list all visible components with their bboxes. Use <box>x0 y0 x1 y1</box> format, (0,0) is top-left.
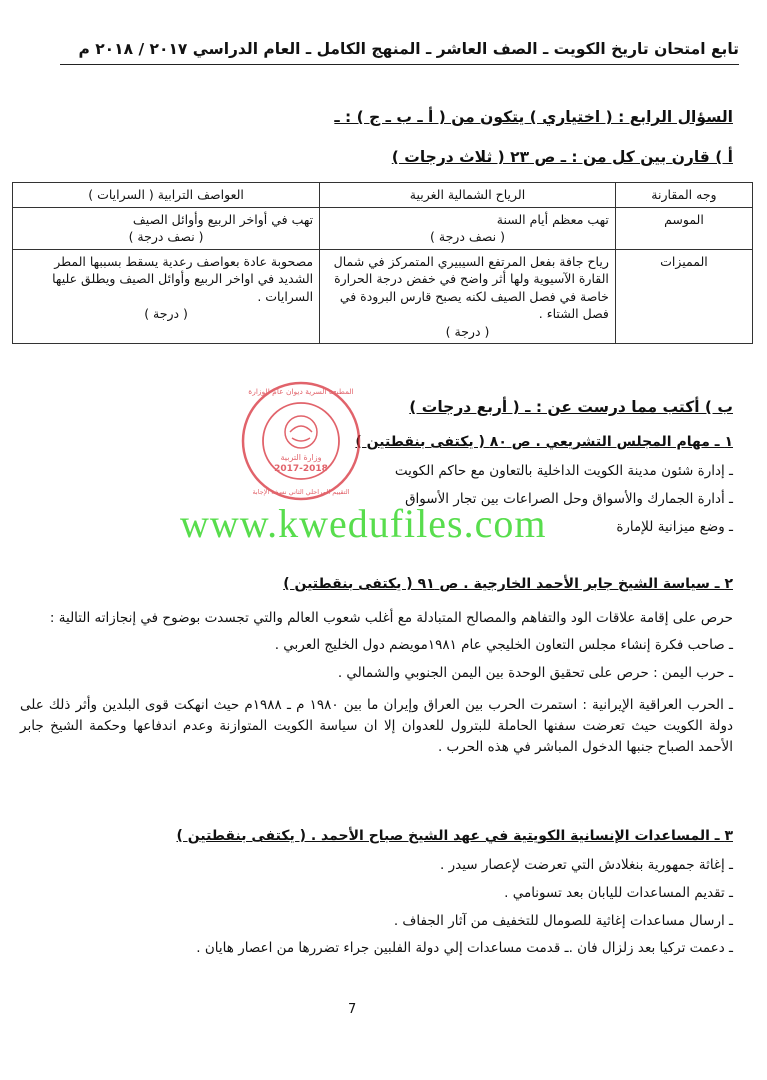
season-wind-text: تهب معظم أيام السنة <box>496 211 609 227</box>
season-storm-text: تهب في أواخر الربيع وأوائل الصيف <box>132 211 314 227</box>
stamp-year: 2017-2018 <box>274 464 328 474</box>
list-item: ـ أدارة الجمارك والأسواق وحل الصراعات بين تجار الأسواق <box>405 490 733 507</box>
features-storm-grade: ( درجة ) <box>144 306 188 321</box>
stamp-bottom-text: التقييم المراحلي الثاني نسخة الإجابة <box>252 488 350 496</box>
features-wind-text: رياح جافة بفعل المرتفع السيبيري المتمركز في شمال القارة الآسيوية ولها أثر واضح في خفض درجة الحرارة خاصة في فصل الصيف لكنه يصبح قارس البرودة في فصل الشتاء . <box>333 253 609 321</box>
row-label-features: المميزات <box>615 249 752 344</box>
list-item: ـ دعمت تركيا بعد زلزال فان .ـ قدمت مساعدات إلي دولة الفلبين جراء تضررها من اعصار هايان . <box>196 940 733 957</box>
list-item: ـ إغاثة جمهورية بنغلادش التي تعرضت لإعصار سيدر . <box>440 856 733 873</box>
features-wind-cell <box>320 249 616 344</box>
list-item: ـ وضع ميزانية للإمارة <box>616 518 733 535</box>
header-dust-storms: العواصف الترابية ( السرايات ) <box>13 183 320 208</box>
header-northwest-winds: الرياح الشمالية الغربية <box>320 183 616 208</box>
season-wind-cell <box>320 207 616 249</box>
features-storm-cell <box>13 249 320 344</box>
list-item: ـ ارسال مساعدات إغاثية للصومال للتخفيف من آثار الجفاف . <box>393 912 733 929</box>
emblem-icon <box>285 416 317 448</box>
page-number: 7 <box>348 1002 357 1017</box>
part-b-title: ب ) أكتب مما درست عن : ـ ( أربع درجات ) <box>409 398 733 416</box>
ministry-seal-stamp <box>240 380 362 502</box>
stamp-outer-text: المطبعة السرية ديوان عام الوزارة <box>248 387 354 396</box>
list-item: ـ تقديم المساعدات لليابان بعد تسونامي . <box>504 884 733 901</box>
features-wind-grade: ( درجة ) <box>445 323 490 339</box>
comparison-table <box>12 182 753 344</box>
list-item: ـ إدارة شئون مدينة الكويت الداخلية بالتعاون مع حاكم الكويت <box>394 462 733 479</box>
table-row <box>13 249 753 344</box>
item-2-intro: حرص على إقامة علاقات الود والتفاهم والمصالح المتبادلة مع أغلب شعوب العالم والتي تجسدت بوضوح في إنجازاته التالية : <box>49 609 733 626</box>
features-storm-text: مصحوبة عادة بعواصف رعدية يسقط بسببها المطر الشديد في اواخر الربيع وأوائل الصيف ويطلق عليها السرايات . <box>52 253 314 304</box>
row-label-season: الموسم <box>615 207 752 249</box>
season-storm-grade: ( نصف درجة ) <box>128 229 204 244</box>
item-2-war-paragraph: ـ الحرب العراقية الإيرانية : استمرت الحرب بين العراق وإيران ما بين ١٩٨٠ م ـ ١٩٨٨م حيث انهكت قوى البلدين وأثر ذلك على دولة الكويت حيث تعرضت سفنها الحاملة للبترول للعدوان إلا ان سياسة الكويت المتوازنة وعدم اندفاعها وحكمة الشيخ جابر الأحمد الصباح جنبها الدخول المباشر في هذه الحرب . <box>20 697 734 756</box>
item-2-title: ٢ ـ سياسة الشيخ جابر الأحمد الخارجية . ص ٩١ ( يكتفى بنقطتين ) <box>283 576 733 592</box>
item-2-block <box>20 574 733 764</box>
emblem-ship-icon <box>290 426 312 441</box>
item-3-title: ٣ ـ المساعدات الإنسانية الكويتية في عهد الشيخ صباح الأحمد . ( يكتفى بنقطتين ) <box>176 828 733 844</box>
list-item: ـ حرب اليمن : حرص على تحقيق الوحدة بين اليمن الجنوبي والشمالي . <box>337 664 733 681</box>
item-3-block <box>20 826 733 966</box>
season-wind-grade: ( نصف درجة ) <box>430 229 505 244</box>
page-header: تابع امتحان تاريخ الكويت ـ الصف العاشر ـ المنهج الكامل ـ العام الدراسي ٢٠١٧ / ٢٠١٨ م <box>60 40 739 65</box>
question-four-title: السؤال الرابع : ( اختياري ) يتكون من ( أ ـ ب ـ ج ) : ـ <box>334 108 733 126</box>
header-comparison-aspect: وجه المقارنة <box>615 183 752 208</box>
item-1-title: ١ ـ مهام المجلس التشريعي . ص ٨٠ ( يكتفى بنقطتين ) <box>355 434 733 450</box>
table-row <box>13 207 753 249</box>
part-a-title: أ ) قارن بين كل من : ـ ص ٢٣ ( ثلاث درجات ) <box>391 148 733 166</box>
list-item: ـ صاحب فكرة إنشاء مجلس التعاون الخليجي عام ١٩٨١مويضم دول الخليج العربي . <box>274 636 733 653</box>
stamp-ministry-label: وزارة التربية <box>280 453 322 462</box>
table-header-row <box>13 183 753 208</box>
season-storm-cell <box>13 207 320 249</box>
site-watermark: www.kwedufiles.com <box>180 501 547 546</box>
